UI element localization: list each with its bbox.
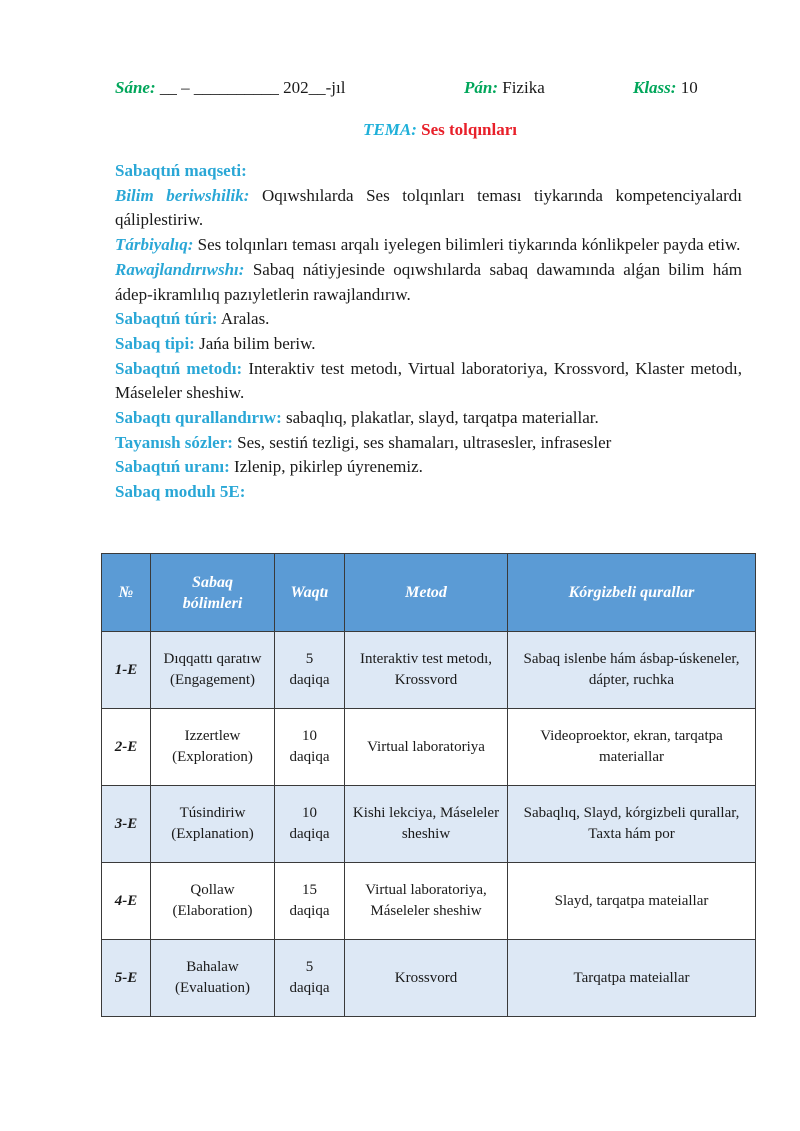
date-label: Sáne: xyxy=(115,78,156,97)
part-cell: Izzertlew (Exploration) xyxy=(151,709,275,786)
lesson-keywords: Tayanısh sózler: Ses, sestiń tezligi, ses shamaları, ultrasesler, infrasesler xyxy=(115,432,612,452)
lesson-motto: Sabaqtıń uranı: Izlenip, pikirlep úyrenemiz. xyxy=(115,457,423,477)
lesson-kind: Sabaq tipi: Jańa bilim beriw. xyxy=(115,333,316,353)
lesson-plan-table xyxy=(101,553,756,1017)
table-row xyxy=(102,863,756,940)
method-cell: Kishi lekciya, Máseleler sheshiw xyxy=(345,786,508,863)
class-field xyxy=(633,76,698,100)
time-cell: 15 daqiqa xyxy=(275,863,345,940)
lesson-equipment: Sabaqtı qurallandırıw: sabaqlıq, plakatlar, slayd, tarqatpa materiallar. xyxy=(115,408,599,428)
module-heading: Sabaq modulı 5E: xyxy=(115,482,246,502)
method-cell: Interaktiv test metodı, Krossvord xyxy=(345,632,508,709)
stage-cell: 2-E xyxy=(102,709,151,786)
subject-field xyxy=(464,76,545,100)
header-method: Metod xyxy=(345,554,508,632)
stage-cell: 1-E xyxy=(102,632,151,709)
theme-label: TEMA: xyxy=(363,120,417,139)
date-field xyxy=(115,76,345,100)
tools-cell: Videoproektor, ekran, tarqatpa materiallar xyxy=(508,709,756,786)
table-row xyxy=(102,786,756,863)
lesson-method: Sabaqtıń metodı: Interaktiv test metodı, Virtual laboratoriya, Krossvord, Klaster metodı, Máseleler sheshiw. xyxy=(115,358,742,403)
tools-cell: Tarqatpa mateiallar xyxy=(508,940,756,1017)
class-label: Klass: xyxy=(633,78,677,97)
subject-value: Fizika xyxy=(502,78,545,97)
tools-cell: Sabaqlıq, Slayd, kórgizbeli qurallar, Taxta hám por xyxy=(508,786,756,863)
time-cell: 5 daqiqa xyxy=(275,940,345,1017)
upbringing-goal: Tárbiyalıq: Ses tolqınları teması arqalı iyelegen bilimleri tiykarında kónlikpeler payda etiw. xyxy=(115,235,741,255)
tools-cell: Slayd, tarqatpa mateiallar xyxy=(508,863,756,940)
table-row xyxy=(102,709,756,786)
part-cell: Túsindiriw (Explanation) xyxy=(151,786,275,863)
subject-label: Pán: xyxy=(464,78,498,97)
stage-cell: 5-E xyxy=(102,940,151,1017)
header-parts: Sabaq bólimleri xyxy=(151,554,275,632)
part-cell: Qollaw (Elaboration) xyxy=(151,863,275,940)
lesson-type: Sabaqtıń túri: Aralas. xyxy=(115,309,270,329)
time-cell: 10 daqiqa xyxy=(275,709,345,786)
educational-goal: Bilim beriwshilik: Oqıwshılarda Ses tolqınları teması tiykarında kompetenciyalardı qáliplestiriw. xyxy=(115,185,742,230)
header-line xyxy=(115,76,715,100)
goal-heading: Sabaqtıń maqseti: xyxy=(115,161,247,180)
time-cell: 10 daqiqa xyxy=(275,786,345,863)
part-cell: Dıqqattı qaratıw (Engagement) xyxy=(151,632,275,709)
method-cell: Krossvord xyxy=(345,940,508,1017)
theme-line xyxy=(0,118,800,142)
table-header-row xyxy=(102,554,756,632)
part-cell: Bahalaw (Evaluation) xyxy=(151,940,275,1017)
header-tools: Kórgizbeli qurallar xyxy=(508,554,756,632)
stage-cell: 3-E xyxy=(102,786,151,863)
tools-cell: Sabaq islenbe hám ásbap-úskeneler, dápter, ruchka xyxy=(508,632,756,709)
method-cell: Virtual laboratoriya xyxy=(345,709,508,786)
header-num: № xyxy=(102,554,151,632)
stage-cell: 4-E xyxy=(102,863,151,940)
header-time: Waqtı xyxy=(275,554,345,632)
table-row xyxy=(102,632,756,709)
lesson-description xyxy=(115,159,742,505)
theme-value: Ses tolqınları xyxy=(421,120,517,139)
table-row xyxy=(102,940,756,1017)
method-cell: Virtual laboratoriya, Máseleler sheshiw xyxy=(345,863,508,940)
developing-goal: Rawajlandırıwshı: Sabaq nátiyjesinde oqıwshılarda sabaq dawamında alǵan bilim hám ádep-ikramlılıq pazıyletlerin rawajlandırıw. xyxy=(115,259,743,304)
time-cell: 5 daqiqa xyxy=(275,632,345,709)
class-value: 10 xyxy=(680,78,698,97)
date-value: __ – __________ 202__-jıl xyxy=(159,78,346,97)
